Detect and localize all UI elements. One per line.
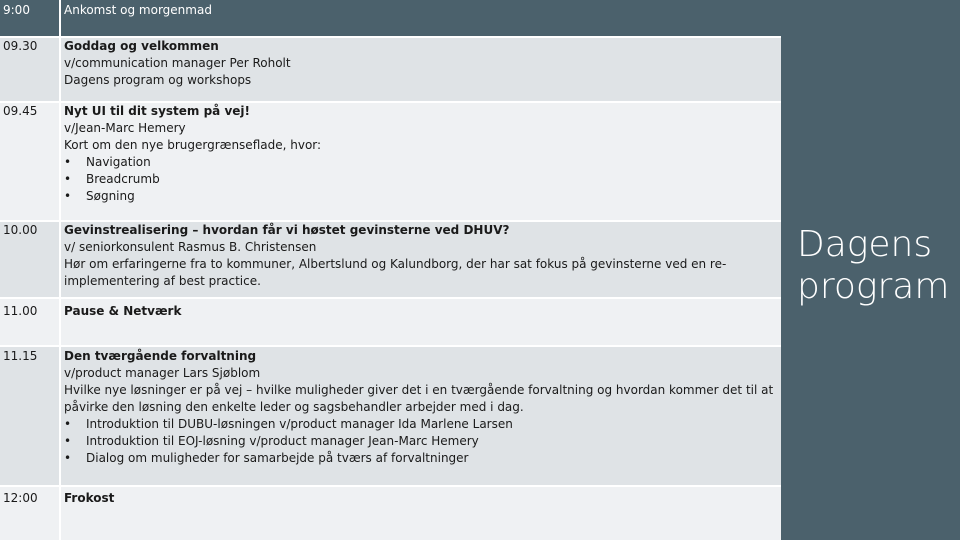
agenda-line: v/Jean-Marc Hemery	[64, 121, 186, 135]
agenda-line: v/ seniorkonsulent Rasmus B. Christensen	[64, 240, 317, 254]
agenda-time: 09.30	[0, 38, 59, 101]
agenda-row	[0, 347, 781, 485]
agenda-heading: Gevinstrealisering – hvordan får vi høstet gevinsterne ved DHUV?	[64, 223, 510, 237]
agenda-time: 09.45	[0, 103, 59, 220]
agenda-line: Ankomst og morgenmad	[64, 3, 212, 17]
slide-title-line: Dagens	[797, 224, 933, 265]
agenda-content	[61, 347, 781, 485]
agenda-time: 11.15	[0, 347, 59, 485]
agenda-time: 11.00	[0, 299, 59, 345]
agenda-line: Hør om erfaringerne fra to kommuner, Albertslund og Kalundborg, der har sat fokus på gevinsterne ved en re-implementering af best practice.	[64, 257, 727, 288]
agenda-heading: Den tværgående forvaltning	[64, 349, 257, 363]
bullet-item: • Navigation	[64, 154, 777, 171]
bullet-list	[64, 416, 777, 467]
agenda-line: Hvilke nye løsninger er på vej – hvilke muligheder giver det i en tværgående forvaltning og hvordan kommer det til at påvirke den løsning den enkelte leder og sagsbehandler arbejder med i dag.	[64, 383, 774, 414]
agenda-content	[61, 103, 781, 220]
agenda-row	[0, 487, 781, 540]
agenda-content	[61, 222, 781, 297]
agenda-line: Kort om den nye brugergrænseflade, hvor:	[64, 138, 322, 152]
slide-title-line: program	[797, 266, 950, 307]
agenda-row	[0, 222, 781, 297]
agenda-time: 12:00	[0, 487, 59, 540]
bullet-item: • Introduktion til EOJ-løsning v/product manager Jean-Marc Hemery	[64, 433, 777, 450]
slide-title	[797, 224, 957, 308]
agenda-content	[61, 0, 781, 36]
agenda-row	[0, 103, 781, 220]
bullet-item: • Dialog om muligheder for samarbejde på tværs af forvaltninger	[64, 450, 777, 467]
agenda-heading: Frokost	[64, 491, 115, 505]
agenda-heading: Nyt UI til dit system på vej!	[64, 104, 250, 118]
agenda-line: v/communication manager Per Roholt	[64, 56, 291, 70]
agenda-row	[0, 0, 781, 36]
agenda-row	[0, 38, 781, 101]
agenda-line: Dagens program og workshops	[64, 73, 252, 87]
bullet-list	[64, 154, 777, 205]
agenda-heading: Pause & Netværk	[64, 304, 182, 318]
bullet-item: • Introduktion til DUBU-løsningen v/product manager Ida Marlene Larsen	[64, 416, 777, 433]
agenda-content	[61, 487, 781, 540]
agenda-line: Goddag og velkommen	[64, 39, 219, 53]
agenda-time: 10.00	[0, 222, 59, 297]
bullet-item: • Breadcrumb	[64, 171, 777, 188]
agenda-content	[61, 38, 781, 101]
agenda-content	[61, 299, 781, 345]
agenda-line: v/product manager Lars Sjøblom	[64, 366, 261, 380]
agenda-row	[0, 299, 781, 345]
agenda-time: 9:00	[0, 0, 59, 36]
bullet-item: • Søgning	[64, 188, 777, 205]
